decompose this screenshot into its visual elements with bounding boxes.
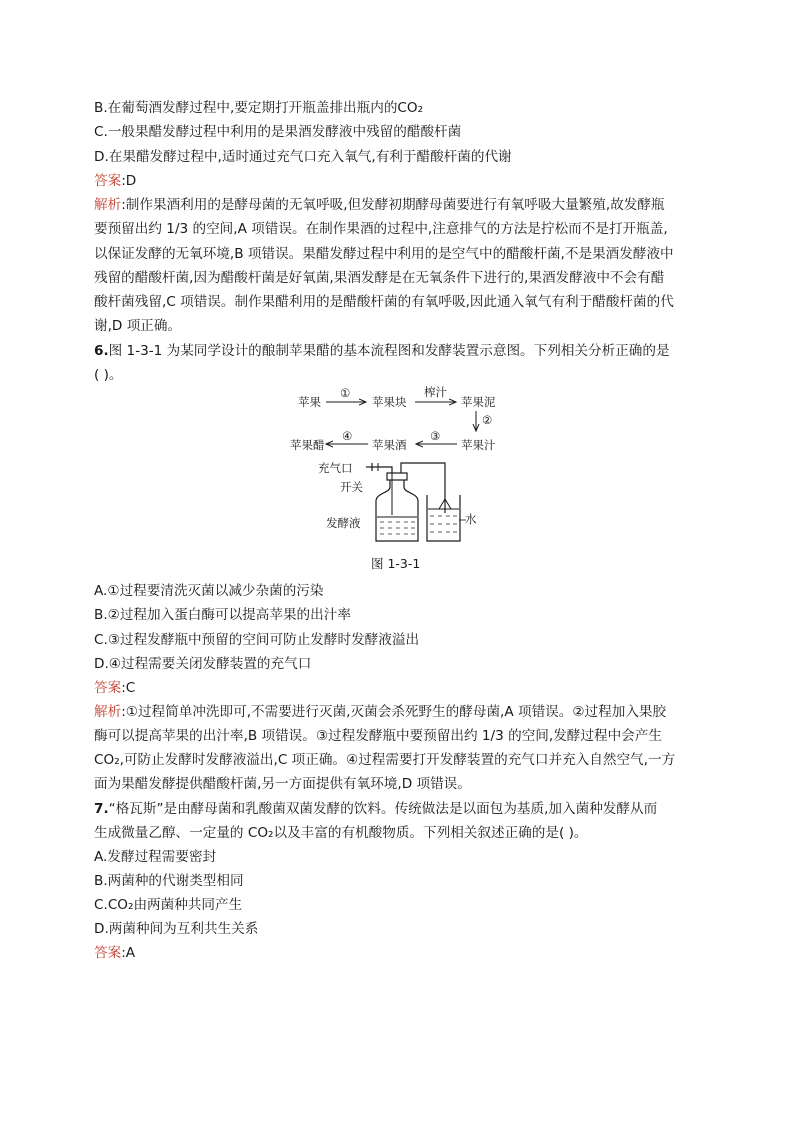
q5-analysis-line-2: 要预留出约 1/3 的空间,A 项错误。在制作果酒的过程中,注意排气的方法是拧松而不是打开瓶盖,	[94, 221, 668, 237]
q6-option-a: A.①过程要清洗灭菌以减少杂菌的污染	[94, 583, 324, 599]
q7-stem-line-1	[94, 797, 657, 821]
q7-answer	[94, 941, 135, 965]
q5-option-b: B.在葡萄酒发酵过程中,要定期打开瓶盖排出瓶内的CO₂	[94, 100, 424, 116]
q5-answer-value: :D	[121, 173, 137, 189]
q6-answer	[94, 676, 135, 700]
fig-switch-label: 开关	[340, 480, 363, 494]
q5-analysis-line-6: 谢,D 项正确。	[94, 318, 182, 334]
q5-analysis-label: 解析	[94, 197, 122, 213]
q7-answer-label: 答案	[94, 945, 122, 961]
fig-inlet-label: 充气口	[318, 461, 353, 475]
fig-apple-wine: 苹果酒	[372, 438, 407, 452]
q6-analysis-line-1	[94, 700, 666, 724]
q6-analysis-label: 解析	[94, 704, 122, 720]
fig-water-label: 水	[465, 512, 477, 526]
q6-analysis-text-1: :①过程简单冲洗即可,不需要进行灭菌,灭菌会杀死野生的酵母菌,A 项错误。②过程加入果胶	[121, 704, 667, 720]
fig-apple: 苹果	[298, 395, 321, 409]
q6-answer-label: 答案	[94, 680, 122, 696]
q7-option-a: A.发酵过程需要密封	[94, 849, 217, 865]
q7-option-b: B.两菌种的代谢类型相同	[94, 873, 244, 889]
q6-option-d: D.④过程需要关闭发酵装置的充气口	[94, 656, 312, 672]
q7-number: 7.	[94, 801, 109, 817]
q6-analysis-line-3: CO₂,可防止发酵时发酵液溢出,C 项正确。④过程需要打开发酵装置的充气口并充入自然空气,一方	[94, 752, 676, 768]
fig-outlet-tube	[401, 463, 445, 513]
fig-inlet-tube	[366, 463, 392, 515]
fig-water-beaker	[427, 495, 466, 541]
q7-option-c: C.CO₂由两菌种共同产生	[94, 897, 243, 913]
q6-figure-caption: 图 1-3-1	[371, 556, 421, 571]
q6-number: 6.	[94, 343, 109, 359]
q6-stem-text-1: 图 1-3-1 为某同学设计的酿制苹果醋的基本流程图和发酵装置示意图。下列相关分析正确的是	[108, 343, 670, 359]
fig-apple-juice: 苹果汁	[461, 438, 496, 452]
q5-answer	[94, 169, 136, 193]
q7-answer-value: :A	[121, 945, 136, 961]
q6-option-c: C.③过程发酵瓶中预留的空间可防止发酵时发酵液溢出	[94, 632, 420, 648]
q6-figure-flowchart-apparatus	[280, 385, 520, 575]
fig-apple-puree: 苹果泥	[461, 395, 496, 409]
q5-analysis-text-1: :制作果酒利用的是酵母菌的无氧呼吸,但发酵初期酵母菌要进行有氧呼吸大量繁殖,故发酵瓶	[121, 197, 665, 213]
fig-step4: ④	[342, 429, 353, 443]
fig-step2: ②	[482, 413, 493, 427]
q6-answer-value: :C	[121, 680, 136, 696]
q6-stem-line-2: ( )。	[94, 367, 123, 383]
q7-option-d: D.两菌种间为互利共生关系	[94, 921, 259, 937]
q6-stem-line-1	[94, 339, 670, 363]
q5-option-c: C.一般果醋发酵过程中利用的是果酒发酵液中残留的醋酸杆菌	[94, 124, 462, 140]
fig-apple-chunk: 苹果块	[372, 395, 407, 409]
q7-stem-line-2: 生成微量乙醇、一定量的 CO₂以及丰富的有机酸物质。下列相关叙述正确的是( )。	[94, 825, 588, 841]
fig-fermentation-bottle	[376, 473, 418, 541]
fig-step3: ③	[430, 429, 441, 443]
q5-analysis-line-4: 残留的醋酸杆菌,因为醋酸杆菌是好氧菌,果酒发酵是在无氧条件下进行的,果酒发酵液中不会有醋	[94, 270, 665, 286]
fig-ferment-liquid-label: 发酵液	[326, 516, 361, 530]
fig-apple-vinegar: 苹果醋	[290, 438, 325, 452]
fig-step1: ①	[340, 386, 351, 400]
q5-answer-label: 答案	[94, 173, 122, 189]
fig-squeeze: 榨汁	[424, 385, 447, 399]
q7-stem-text-1: “格瓦斯”是由酵母菌和乳酸菌双菌发酵的饮料。传统做法是以面包为基质,加入菌种发酵从而	[108, 801, 658, 817]
q6-option-b: B.②过程加入蛋白酶可以提高苹果的出汁率	[94, 607, 351, 623]
q5-analysis-line-1	[94, 193, 665, 217]
q5-analysis-line-3: 以保证发酵的无氧环境,B 项错误。果醋发酵过程中利用的是空气中的醋酸杆菌,不是果酒发酵液中	[94, 246, 674, 262]
q5-option-d: D.在果醋发酵过程中,适时通过充气口充入氧气,有利于醋酸杆菌的代谢	[94, 149, 512, 165]
q6-analysis-line-2: 酶可以提高苹果的出汁率,B 项错误。③过程发酵瓶中要预留出约 1/3 的空间,发酵过程中会产生	[94, 728, 662, 744]
q6-analysis-line-4: 面为果醋发酵提供醋酸杆菌,另一方面提供有氧环境,D 项错误。	[94, 776, 471, 792]
q5-analysis-line-5: 酸杆菌残留,C 项错误。制作果醋利用的是醋酸杆菌的有氧呼吸,因此通入氧气有利于醋酸杆菌的代	[94, 294, 674, 310]
